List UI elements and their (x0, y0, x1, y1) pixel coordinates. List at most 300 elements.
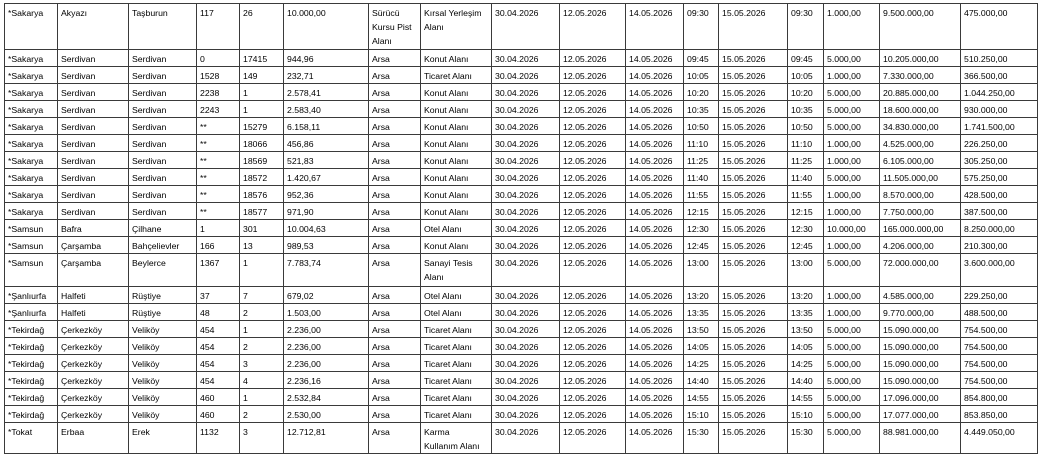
cell-province: *Samsun (5, 220, 58, 237)
cell-district: Serdivan (58, 101, 129, 118)
table-row (5, 118, 1038, 135)
cell-first-session-time: 15:10 (684, 406, 719, 423)
cell-area-m2: 679,02 (284, 287, 369, 304)
cell-zoning: Konut Alanı (421, 169, 492, 186)
table-row (5, 186, 1038, 203)
cell-province: *Tekirdağ (5, 321, 58, 338)
cell-deposit: 428.500,00 (961, 186, 1038, 203)
cell-announcement-date: 30.04.2026 (492, 338, 560, 355)
cell-property-type: Arsa (369, 372, 421, 389)
cell-province: *Tekirdağ (5, 355, 58, 372)
cell-line: Sürücü (372, 8, 400, 18)
cell-district: Erbaa (58, 423, 129, 454)
cell-application-deadline: 12.05.2026 (560, 84, 626, 101)
cell-property-type: Arsa (369, 338, 421, 355)
cell-increment: 1.000,00 (824, 304, 880, 321)
cell-area-m2: 1.503,00 (284, 304, 369, 321)
cell-province: *Samsun (5, 254, 58, 287)
cell-neighborhood: Veliköy (129, 355, 197, 372)
cell-zoning: Konut Alanı (421, 186, 492, 203)
cell-increment: 5.000,00 (824, 84, 880, 101)
cell-area-m2: 2.532,84 (284, 389, 369, 406)
cell-announcement-date: 30.04.2026 (492, 169, 560, 186)
cell-first-session-date: 14.05.2026 (626, 169, 684, 186)
cell-increment: 5.000,00 (824, 372, 880, 389)
cell-first-session-date: 14.05.2026 (626, 84, 684, 101)
cell-block: 454 (197, 355, 240, 372)
cell-zoning: Ticaret Alanı (421, 372, 492, 389)
cell-property-type: Arsa (369, 203, 421, 220)
cell-second-session-time: 11:10 (788, 135, 824, 152)
cell-increment: 5.000,00 (824, 355, 880, 372)
cell-second-session-date: 15.05.2026 (719, 406, 788, 423)
cell-province: *Sakarya (5, 169, 58, 186)
cell-deposit: 854.800,00 (961, 389, 1038, 406)
table-row (5, 50, 1038, 67)
cell-deposit: 366.500,00 (961, 67, 1038, 84)
cell-application-deadline: 12.05.2026 (560, 254, 626, 287)
cell-property-type: Arsa (369, 67, 421, 84)
cell-estimated-value: 10.205.000,00 (880, 50, 961, 67)
cell-deposit: 930.000,00 (961, 101, 1038, 118)
cell-area-m2: 989,53 (284, 237, 369, 254)
cell-line: Kırsal Yerleşim (424, 8, 482, 18)
cell-neighborhood: Veliköy (129, 338, 197, 355)
cell-area-m2: 6.158,11 (284, 118, 369, 135)
table-row (5, 423, 1038, 454)
cell-neighborhood: Serdivan (129, 186, 197, 203)
cell-zoning: Otel Alanı (421, 220, 492, 237)
cell-estimated-value: 88.981.000,00 (880, 423, 961, 454)
table-row (5, 389, 1038, 406)
cell-increment: 1.000,00 (824, 152, 880, 169)
cell-announcement-date: 30.04.2026 (492, 118, 560, 135)
cell-first-session-time: 11:25 (684, 152, 719, 169)
cell-deposit: 226.250,00 (961, 135, 1038, 152)
cell-neighborhood: Beylerce (129, 254, 197, 287)
cell-parcel: 13 (240, 237, 284, 254)
cell-announcement-date: 30.04.2026 (492, 67, 560, 84)
table-row (5, 203, 1038, 220)
cell-estimated-value: 15.090.000,00 (880, 321, 961, 338)
cell-application-deadline: 12.05.2026 (560, 118, 626, 135)
cell-announcement-date: 30.04.2026 (492, 321, 560, 338)
cell-second-session-date: 15.05.2026 (719, 304, 788, 321)
cell-province: *Sakarya (5, 50, 58, 67)
cell-deposit: 510.250,00 (961, 50, 1038, 67)
cell-second-session-time: 10:50 (788, 118, 824, 135)
cell-second-session-date: 15.05.2026 (719, 237, 788, 254)
cell-property-type: Arsa (369, 287, 421, 304)
cell-first-session-date: 14.05.2026 (626, 321, 684, 338)
cell-announcement-date: 30.04.2026 (492, 372, 560, 389)
cell-increment: 1.000,00 (824, 186, 880, 203)
cell-estimated-value: 34.830.000,00 (880, 118, 961, 135)
cell-estimated-value: 6.105.000,00 (880, 152, 961, 169)
cell-first-session-date: 14.05.2026 (626, 186, 684, 203)
cell-second-session-date: 15.05.2026 (719, 287, 788, 304)
cell-parcel: 15279 (240, 118, 284, 135)
cell-zoning (421, 4, 492, 50)
cell-block: ** (197, 152, 240, 169)
cell-block: ** (197, 186, 240, 203)
cell-first-session-time: 11:40 (684, 169, 719, 186)
cell-second-session-date: 15.05.2026 (719, 423, 788, 454)
cell-district: Serdivan (58, 84, 129, 101)
cell-announcement-date: 30.04.2026 (492, 50, 560, 67)
cell-second-session-date: 15.05.2026 (719, 152, 788, 169)
cell-second-session-date: 15.05.2026 (719, 220, 788, 237)
cell-district: Halfeti (58, 287, 129, 304)
cell-second-session-time: 14:55 (788, 389, 824, 406)
cell-neighborhood: Veliköy (129, 406, 197, 423)
cell-district: Çerkezköy (58, 355, 129, 372)
cell-block: ** (197, 203, 240, 220)
cell-province: *Sakarya (5, 118, 58, 135)
cell-zoning: Otel Alanı (421, 304, 492, 321)
cell-property-type: Arsa (369, 152, 421, 169)
cell-district: Çerkezköy (58, 389, 129, 406)
cell-property-type: Arsa (369, 389, 421, 406)
cell-province: *Sakarya (5, 203, 58, 220)
cell-district: Halfeti (58, 304, 129, 321)
table-row (5, 135, 1038, 152)
cell-application-deadline: 12.05.2026 (560, 101, 626, 118)
cell-deposit: 475.000,00 (961, 4, 1038, 50)
cell-property-type: Arsa (369, 237, 421, 254)
cell-area-m2: 2.236,00 (284, 321, 369, 338)
table-row (5, 101, 1038, 118)
cell-application-deadline: 12.05.2026 (560, 50, 626, 67)
cell-second-session-date: 15.05.2026 (719, 4, 788, 50)
cell-first-session-date: 14.05.2026 (626, 406, 684, 423)
table-row (5, 321, 1038, 338)
cell-neighborhood: Serdivan (129, 67, 197, 84)
cell-property-type: Arsa (369, 84, 421, 101)
cell-second-session-time: 10:20 (788, 84, 824, 101)
cell-zoning (421, 254, 492, 287)
cell-neighborhood: Serdivan (129, 203, 197, 220)
cell-deposit: 210.300,00 (961, 237, 1038, 254)
cell-parcel: 1 (240, 321, 284, 338)
cell-parcel: 301 (240, 220, 284, 237)
cell-property-type: Arsa (369, 406, 421, 423)
cell-application-deadline: 12.05.2026 (560, 237, 626, 254)
cell-first-session-date: 14.05.2026 (626, 237, 684, 254)
cell-announcement-date: 30.04.2026 (492, 406, 560, 423)
cell-deposit: 754.500,00 (961, 372, 1038, 389)
cell-first-session-date: 14.05.2026 (626, 152, 684, 169)
cell-application-deadline: 12.05.2026 (560, 304, 626, 321)
cell-application-deadline: 12.05.2026 (560, 321, 626, 338)
cell-second-session-time: 12:15 (788, 203, 824, 220)
cell-announcement-date: 30.04.2026 (492, 4, 560, 50)
cell-first-session-date: 14.05.2026 (626, 372, 684, 389)
cell-zoning: Konut Alanı (421, 237, 492, 254)
cell-second-session-time: 15:10 (788, 406, 824, 423)
cell-province: *Tekirdağ (5, 406, 58, 423)
cell-application-deadline: 12.05.2026 (560, 135, 626, 152)
cell-second-session-time: 14:05 (788, 338, 824, 355)
cell-property-type: Arsa (369, 254, 421, 287)
cell-line: Alanı (424, 272, 444, 282)
cell-area-m2: 2.578,41 (284, 84, 369, 101)
cell-parcel: 3 (240, 423, 284, 454)
cell-block: 2243 (197, 101, 240, 118)
cell-second-session-time: 13:20 (788, 287, 824, 304)
cell-neighborhood: Erek (129, 423, 197, 454)
cell-block: 1 (197, 220, 240, 237)
cell-deposit: 488.500,00 (961, 304, 1038, 321)
cell-first-session-time: 10:50 (684, 118, 719, 135)
cell-province: *Sakarya (5, 186, 58, 203)
cell-property-type: Arsa (369, 101, 421, 118)
cell-estimated-value: 9.500.000,00 (880, 4, 961, 50)
cell-second-session-time: 15:30 (788, 423, 824, 454)
cell-second-session-date: 15.05.2026 (719, 203, 788, 220)
cell-second-session-time: 13:35 (788, 304, 824, 321)
cell-block: 460 (197, 406, 240, 423)
cell-province: *Tekirdağ (5, 338, 58, 355)
cell-increment: 1.000,00 (824, 287, 880, 304)
cell-parcel: 18576 (240, 186, 284, 203)
table-row (5, 304, 1038, 321)
cell-application-deadline: 12.05.2026 (560, 67, 626, 84)
cell-estimated-value: 8.570.000,00 (880, 186, 961, 203)
cell-application-deadline: 12.05.2026 (560, 4, 626, 50)
cell-estimated-value: 15.090.000,00 (880, 355, 961, 372)
cell-announcement-date: 30.04.2026 (492, 304, 560, 321)
cell-second-session-time: 13:00 (788, 254, 824, 287)
cell-second-session-time: 13:50 (788, 321, 824, 338)
cell-block: ** (197, 135, 240, 152)
cell-zoning: Konut Alanı (421, 118, 492, 135)
cell-district: Çerkezköy (58, 372, 129, 389)
cell-deposit: 229.250,00 (961, 287, 1038, 304)
cell-second-session-time: 10:35 (788, 101, 824, 118)
cell-zoning: Konut Alanı (421, 84, 492, 101)
cell-block: 37 (197, 287, 240, 304)
cell-property-type: Arsa (369, 186, 421, 203)
cell-neighborhood: Veliköy (129, 389, 197, 406)
cell-line: Alanı (424, 22, 444, 32)
cell-announcement-date: 30.04.2026 (492, 152, 560, 169)
cell-neighborhood: Veliköy (129, 372, 197, 389)
cell-property-type: Arsa (369, 304, 421, 321)
cell-parcel: 3 (240, 355, 284, 372)
cell-neighborhood: Serdivan (129, 101, 197, 118)
property-sale-table (4, 3, 1038, 454)
cell-parcel: 149 (240, 67, 284, 84)
cell-parcel: 26 (240, 4, 284, 50)
cell-deposit: 305.250,00 (961, 152, 1038, 169)
cell-second-session-date: 15.05.2026 (719, 372, 788, 389)
cell-block: 1367 (197, 254, 240, 287)
cell-estimated-value: 7.750.000,00 (880, 203, 961, 220)
cell-first-session-time: 09:45 (684, 50, 719, 67)
cell-neighborhood: Rüştiye (129, 304, 197, 321)
cell-increment: 1.000,00 (824, 67, 880, 84)
cell-increment: 5.000,00 (824, 338, 880, 355)
cell-first-session-time: 10:20 (684, 84, 719, 101)
cell-line: Sanayi Tesis (424, 258, 473, 268)
cell-zoning (421, 423, 492, 454)
cell-first-session-time: 14:55 (684, 389, 719, 406)
cell-district: Serdivan (58, 186, 129, 203)
cell-first-session-time: 15:30 (684, 423, 719, 454)
cell-increment: 5.000,00 (824, 118, 880, 135)
cell-property-type: Arsa (369, 220, 421, 237)
cell-first-session-date: 14.05.2026 (626, 4, 684, 50)
cell-zoning: Ticaret Alanı (421, 67, 492, 84)
cell-application-deadline: 12.05.2026 (560, 372, 626, 389)
cell-parcel: 7 (240, 287, 284, 304)
cell-first-session-time: 11:55 (684, 186, 719, 203)
cell-second-session-date: 15.05.2026 (719, 84, 788, 101)
cell-announcement-date: 30.04.2026 (492, 186, 560, 203)
cell-announcement-date: 30.04.2026 (492, 101, 560, 118)
cell-estimated-value: 4.525.000,00 (880, 135, 961, 152)
cell-property-type: Arsa (369, 118, 421, 135)
cell-deposit: 387.500,00 (961, 203, 1038, 220)
cell-district: Serdivan (58, 135, 129, 152)
cell-district: Serdivan (58, 152, 129, 169)
table-row (5, 237, 1038, 254)
cell-zoning: Otel Alanı (421, 287, 492, 304)
cell-area-m2: 12.712,81 (284, 423, 369, 454)
cell-announcement-date: 30.04.2026 (492, 84, 560, 101)
cell-zoning: Konut Alanı (421, 101, 492, 118)
cell-application-deadline: 12.05.2026 (560, 169, 626, 186)
cell-district: Çarşamba (58, 237, 129, 254)
cell-property-type: Arsa (369, 50, 421, 67)
cell-application-deadline: 12.05.2026 (560, 423, 626, 454)
cell-second-session-date: 15.05.2026 (719, 169, 788, 186)
cell-line: Alanı (372, 36, 392, 46)
cell-estimated-value: 165.000.000,00 (880, 220, 961, 237)
cell-first-session-date: 14.05.2026 (626, 254, 684, 287)
cell-district: Bafra (58, 220, 129, 237)
cell-parcel: 18577 (240, 203, 284, 220)
cell-estimated-value: 17.077.000,00 (880, 406, 961, 423)
cell-block: 117 (197, 4, 240, 50)
cell-announcement-date: 30.04.2026 (492, 220, 560, 237)
cell-province: *Sakarya (5, 101, 58, 118)
cell-district: Serdivan (58, 169, 129, 186)
cell-first-session-time: 14:05 (684, 338, 719, 355)
cell-deposit: 1.044.250,00 (961, 84, 1038, 101)
cell-first-session-time: 13:35 (684, 304, 719, 321)
cell-estimated-value: 72.000.000,00 (880, 254, 961, 287)
cell-increment: 1.000,00 (824, 4, 880, 50)
cell-first-session-time: 12:30 (684, 220, 719, 237)
cell-neighborhood: Taşburun (129, 4, 197, 50)
cell-neighborhood: Veliköy (129, 321, 197, 338)
table-row (5, 254, 1038, 287)
cell-first-session-time: 11:10 (684, 135, 719, 152)
cell-province: *Sakarya (5, 84, 58, 101)
cell-zoning: Ticaret Alanı (421, 406, 492, 423)
cell-second-session-time: 12:30 (788, 220, 824, 237)
cell-district: Çarşamba (58, 254, 129, 287)
cell-increment: 5.000,00 (824, 50, 880, 67)
cell-province: *Sakarya (5, 67, 58, 84)
cell-first-session-date: 14.05.2026 (626, 423, 684, 454)
cell-block: 2238 (197, 84, 240, 101)
cell-first-session-time: 13:20 (684, 287, 719, 304)
cell-parcel: 18066 (240, 135, 284, 152)
cell-first-session-time: 13:00 (684, 254, 719, 287)
cell-parcel: 18569 (240, 152, 284, 169)
cell-zoning: Ticaret Alanı (421, 355, 492, 372)
cell-first-session-date: 14.05.2026 (626, 389, 684, 406)
cell-deposit: 754.500,00 (961, 321, 1038, 338)
cell-zoning: Konut Alanı (421, 203, 492, 220)
cell-district: Serdivan (58, 50, 129, 67)
cell-increment: 1.000,00 (824, 203, 880, 220)
cell-application-deadline: 12.05.2026 (560, 203, 626, 220)
table-row (5, 4, 1038, 50)
cell-second-session-date: 15.05.2026 (719, 355, 788, 372)
cell-first-session-date: 14.05.2026 (626, 135, 684, 152)
cell-estimated-value: 20.885.000,00 (880, 84, 961, 101)
cell-first-session-date: 14.05.2026 (626, 220, 684, 237)
cell-area-m2: 2.236,16 (284, 372, 369, 389)
cell-second-session-date: 15.05.2026 (719, 321, 788, 338)
cell-province: *Tokat (5, 423, 58, 454)
cell-first-session-time: 12:15 (684, 203, 719, 220)
cell-property-type (369, 4, 421, 50)
cell-first-session-time: 12:45 (684, 237, 719, 254)
cell-parcel: 2 (240, 406, 284, 423)
cell-block: 454 (197, 338, 240, 355)
cell-block: 48 (197, 304, 240, 321)
cell-second-session-time: 11:55 (788, 186, 824, 203)
cell-first-session-date: 14.05.2026 (626, 50, 684, 67)
cell-area-m2: 2.583,40 (284, 101, 369, 118)
cell-area-m2: 2.236,00 (284, 355, 369, 372)
cell-neighborhood: Serdivan (129, 135, 197, 152)
cell-second-session-date: 15.05.2026 (719, 50, 788, 67)
cell-parcel: 2 (240, 304, 284, 321)
cell-area-m2: 10.004,63 (284, 220, 369, 237)
cell-estimated-value: 15.090.000,00 (880, 372, 961, 389)
cell-increment: 5.000,00 (824, 423, 880, 454)
cell-district: Serdivan (58, 203, 129, 220)
cell-announcement-date: 30.04.2026 (492, 237, 560, 254)
cell-district: Akyazı (58, 4, 129, 50)
cell-zoning: Ticaret Alanı (421, 321, 492, 338)
cell-block: 454 (197, 372, 240, 389)
cell-neighborhood: Serdivan (129, 118, 197, 135)
cell-first-session-date: 14.05.2026 (626, 287, 684, 304)
table-row (5, 67, 1038, 84)
cell-second-session-date: 15.05.2026 (719, 101, 788, 118)
table-row (5, 287, 1038, 304)
cell-announcement-date: 30.04.2026 (492, 203, 560, 220)
cell-increment: 10.000,00 (824, 220, 880, 237)
cell-area-m2: 952,36 (284, 186, 369, 203)
cell-increment: 1.000,00 (824, 135, 880, 152)
cell-property-type: Arsa (369, 135, 421, 152)
cell-block: ** (197, 118, 240, 135)
cell-parcel: 1 (240, 389, 284, 406)
cell-parcel: 2 (240, 338, 284, 355)
table-row (5, 84, 1038, 101)
cell-application-deadline: 12.05.2026 (560, 389, 626, 406)
cell-district: Çerkezköy (58, 338, 129, 355)
cell-second-session-date: 15.05.2026 (719, 118, 788, 135)
